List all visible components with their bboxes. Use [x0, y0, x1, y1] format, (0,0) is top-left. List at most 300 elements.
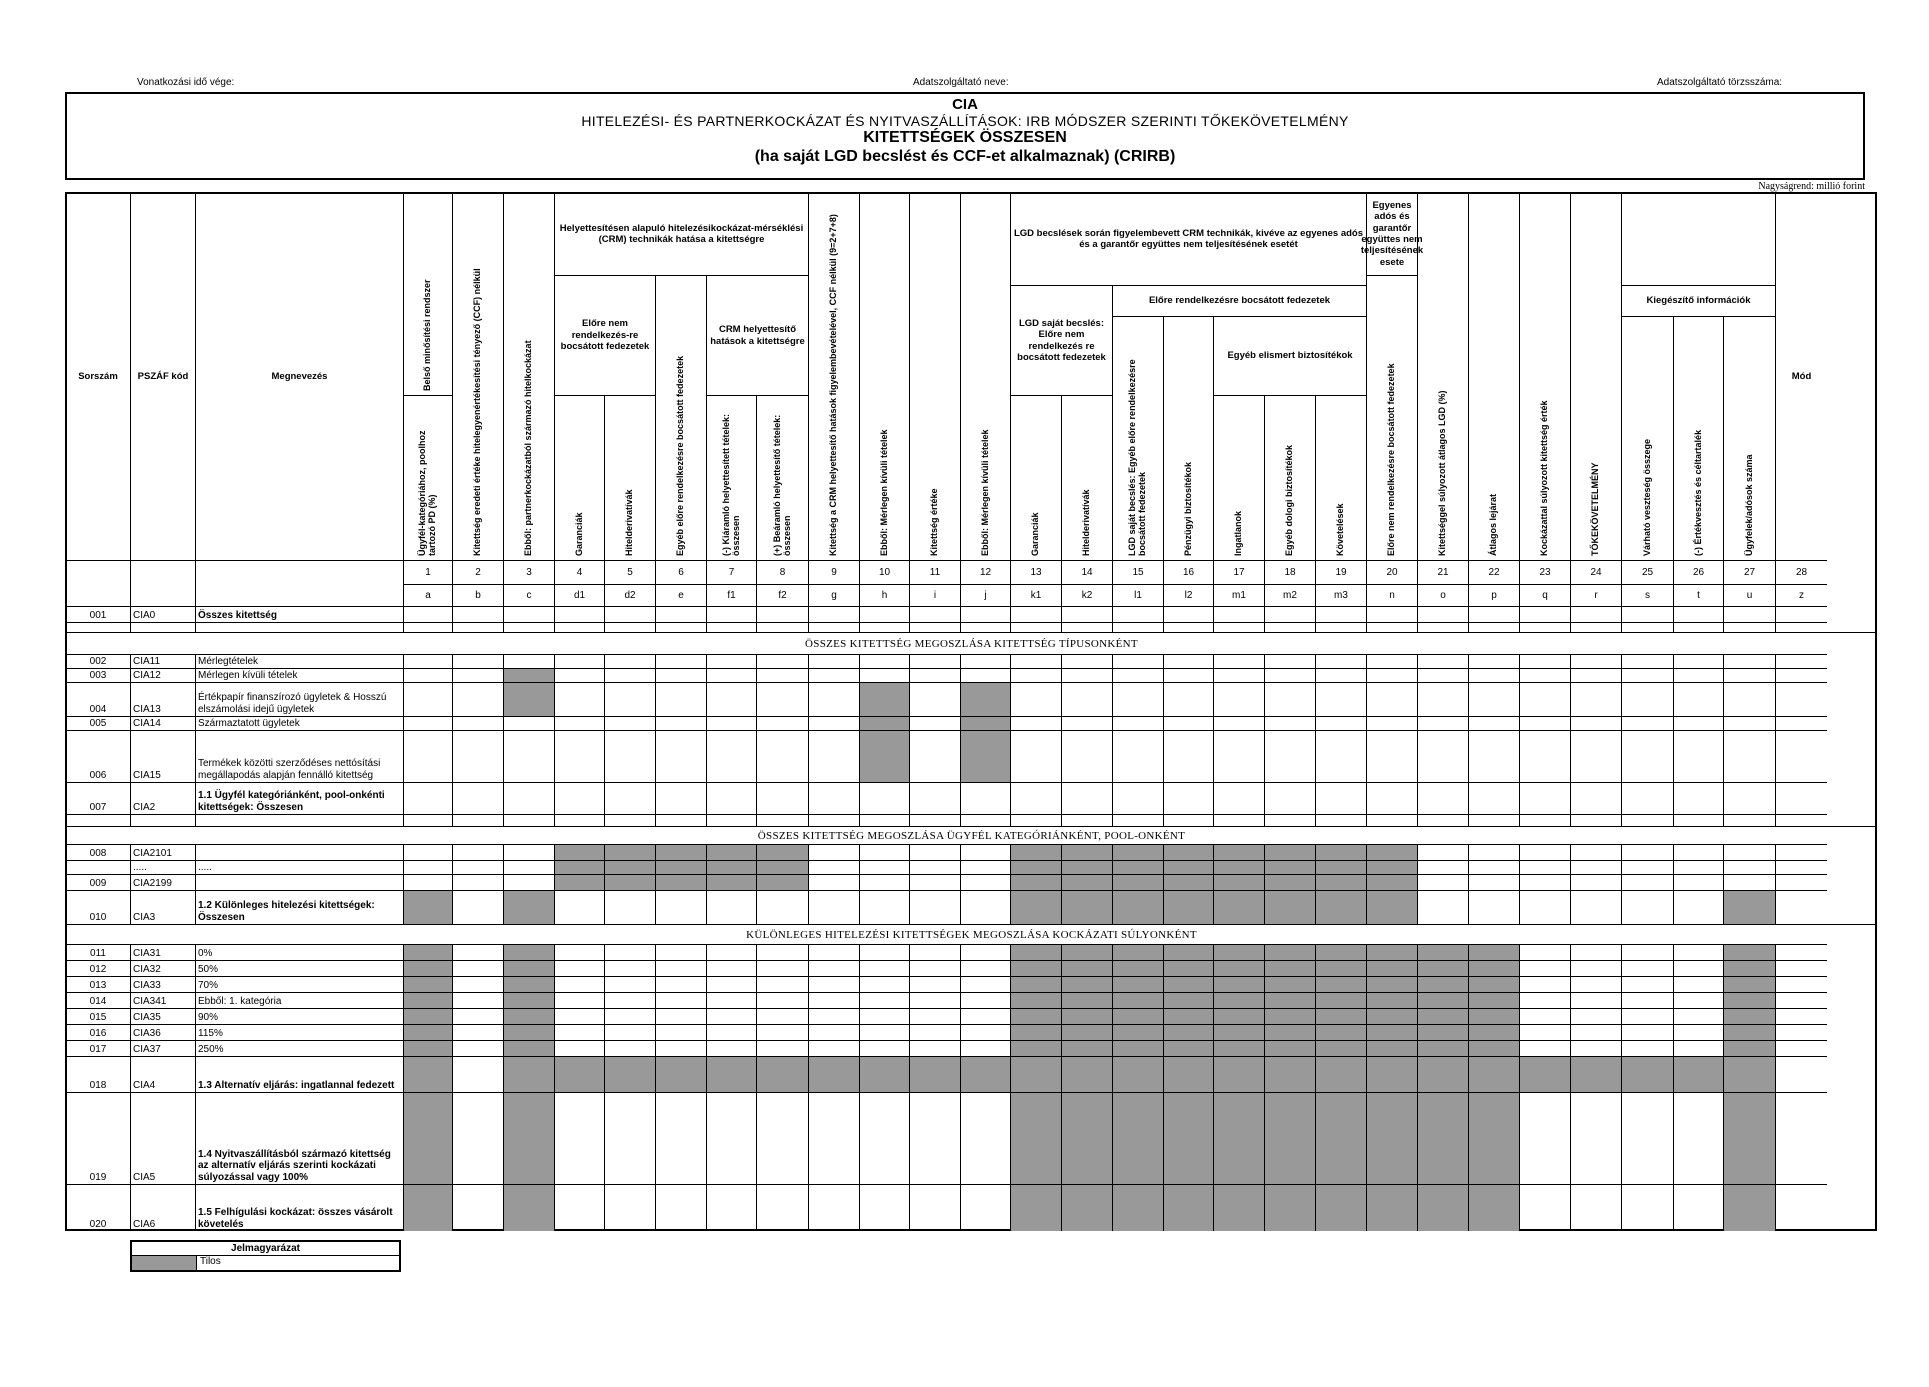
data-cell — [859, 654, 909, 668]
blank-row-cell — [859, 622, 909, 632]
blank-row-cell — [1061, 622, 1112, 632]
data-cell — [1673, 682, 1723, 716]
data-cell — [1264, 654, 1315, 668]
row-code: CIA32 — [130, 960, 195, 976]
data-cell — [1723, 992, 1775, 1008]
data-cell — [1723, 1184, 1775, 1231]
data-cell — [1775, 782, 1827, 814]
header-col-18-label: Egyéb dologi biztosítékok — [1284, 444, 1295, 556]
col-letter-10: h — [859, 584, 909, 606]
data-cell — [706, 890, 756, 924]
data-cell — [1723, 716, 1775, 730]
data-cell — [1213, 890, 1264, 924]
data-cell — [1315, 1056, 1366, 1092]
data-cell — [1417, 890, 1468, 924]
data-cell — [1417, 1024, 1468, 1040]
data-cell — [1010, 606, 1061, 622]
data-cell — [808, 890, 859, 924]
row-number: 006 — [65, 730, 130, 782]
data-cell — [554, 1024, 604, 1040]
data-cell — [1775, 874, 1827, 890]
data-cell — [1570, 1024, 1621, 1040]
data-cell — [403, 606, 452, 622]
header-col-8-label: (+) Beáramló helyettesítő tételek: összesen — [771, 414, 792, 556]
blank-row-cell — [1112, 814, 1163, 826]
data-cell — [1673, 874, 1723, 890]
data-cell — [1264, 960, 1315, 976]
blank-row-cell — [1723, 814, 1775, 826]
data-cell — [859, 1092, 909, 1184]
data-cell — [909, 654, 960, 668]
data-cell — [1621, 1184, 1673, 1231]
data-cell — [1366, 944, 1417, 960]
data-cell — [1366, 654, 1417, 668]
data-cell — [1366, 1184, 1417, 1231]
data-cell — [1621, 860, 1673, 874]
data-cell — [503, 976, 554, 992]
data-cell — [1061, 1008, 1112, 1024]
data-cell — [1519, 860, 1570, 874]
data-cell — [1061, 654, 1112, 668]
data-cell — [655, 844, 706, 860]
data-cell — [1570, 1184, 1621, 1231]
data-cell — [1468, 716, 1519, 730]
data-cell — [1775, 1092, 1827, 1184]
data-cell — [604, 944, 655, 960]
header-blank-2 — [195, 560, 403, 606]
blank-row-cell — [1213, 814, 1264, 826]
legend-shade-swatch — [132, 1256, 197, 1270]
data-cell — [1775, 992, 1827, 1008]
data-cell — [1621, 654, 1673, 668]
data-cell — [1163, 668, 1213, 682]
data-cell — [1519, 1024, 1570, 1040]
data-cell — [1723, 1008, 1775, 1024]
data-cell — [452, 992, 503, 1008]
data-cell — [960, 716, 1010, 730]
header-col-3-label: Ebből: partnerkockázatból származó hitelkockázat — [523, 340, 534, 556]
col-letter-26: t — [1673, 584, 1723, 606]
data-cell — [655, 730, 706, 782]
blank-row-cell — [554, 622, 604, 632]
data-cell — [808, 860, 859, 874]
data-cell — [1417, 992, 1468, 1008]
report-code: CIA — [952, 96, 978, 113]
data-cell — [1775, 1024, 1827, 1040]
data-cell — [1468, 668, 1519, 682]
data-cell — [1315, 606, 1366, 622]
data-cell — [1570, 1056, 1621, 1092]
data-cell — [1163, 1092, 1213, 1184]
blank-row-cell — [1570, 814, 1621, 826]
row-number: 009 — [65, 874, 130, 890]
data-cell — [1417, 682, 1468, 716]
data-cell — [1723, 960, 1775, 976]
header-col-22 — [1468, 192, 1519, 560]
data-cell — [960, 1092, 1010, 1184]
data-cell — [554, 668, 604, 682]
blank-row-cell — [65, 622, 130, 632]
col-letter-3: c — [503, 584, 554, 606]
blank-row-cell — [130, 814, 195, 826]
data-cell — [960, 1184, 1010, 1231]
data-cell — [1775, 890, 1827, 924]
data-cell — [706, 682, 756, 716]
header-col-13 — [1010, 395, 1061, 560]
data-cell — [1468, 1056, 1519, 1092]
data-cell — [1673, 606, 1723, 622]
data-cell — [1621, 682, 1673, 716]
col-number-6: 6 — [655, 560, 706, 584]
data-cell — [756, 944, 808, 960]
data-cell — [1366, 606, 1417, 622]
row-code: CIA15 — [130, 730, 195, 782]
data-cell — [1519, 1056, 1570, 1092]
data-cell — [1775, 1040, 1827, 1056]
data-cell — [403, 992, 452, 1008]
data-cell — [403, 716, 452, 730]
data-cell — [1673, 890, 1723, 924]
data-cell — [1519, 976, 1570, 992]
data-cell — [1213, 782, 1264, 814]
blank-row-cell — [706, 814, 756, 826]
data-cell — [1213, 860, 1264, 874]
row-name: 0% — [195, 944, 403, 960]
data-cell — [1264, 668, 1315, 682]
data-cell — [1112, 730, 1163, 782]
col-letter-21: o — [1417, 584, 1468, 606]
data-cell — [1061, 606, 1112, 622]
data-cell — [1264, 844, 1315, 860]
data-cell — [706, 606, 756, 622]
blank-row-cell — [1621, 622, 1673, 632]
data-cell — [756, 976, 808, 992]
data-cell — [1417, 1056, 1468, 1092]
data-cell — [1315, 992, 1366, 1008]
data-cell — [1010, 976, 1061, 992]
data-cell — [706, 1040, 756, 1056]
data-cell — [1673, 960, 1723, 976]
data-cell — [1519, 1008, 1570, 1024]
row-code: ..... — [130, 860, 195, 874]
data-cell — [1213, 682, 1264, 716]
data-cell — [1010, 944, 1061, 960]
row-code: CIA12 — [130, 668, 195, 682]
data-cell — [1519, 1040, 1570, 1056]
col-letter-8: f2 — [756, 584, 808, 606]
data-cell — [1213, 1040, 1264, 1056]
row-name: 1.5 Felhígulási kockázat: összes vásárolt követelés — [195, 1184, 403, 1231]
data-cell — [706, 668, 756, 682]
data-cell — [1112, 976, 1163, 992]
row-code: CIA36 — [130, 1024, 195, 1040]
data-cell — [655, 1040, 706, 1056]
data-cell — [706, 1024, 756, 1040]
col-number-28: 28 — [1775, 560, 1827, 584]
data-cell — [403, 1184, 452, 1231]
data-cell — [1213, 1024, 1264, 1040]
col-letter-25: s — [1621, 584, 1673, 606]
col-number-22: 22 — [1468, 560, 1519, 584]
data-cell — [808, 668, 859, 682]
header-col-24-label: TŐKEKÖVETELMÉNY — [1590, 462, 1601, 556]
header-col-20-label: Előre nem rendelkezésre bocsátott fedezetek — [1386, 363, 1397, 556]
blank-row-cell — [1775, 814, 1827, 826]
data-cell — [503, 1056, 554, 1092]
col-number-19: 19 — [1315, 560, 1366, 584]
data-cell — [1673, 730, 1723, 782]
data-cell — [859, 960, 909, 976]
blank-row-cell — [403, 814, 452, 826]
header-megnevezes: Megnevezés — [195, 192, 403, 560]
header-col-23 — [1519, 192, 1570, 560]
header-col-10-label: Ebből: Mérlegen kívüli tételek — [878, 429, 889, 556]
blank-row-cell — [859, 814, 909, 826]
data-cell — [503, 960, 554, 976]
data-cell — [909, 992, 960, 1008]
header-col-19 — [1315, 395, 1366, 560]
data-cell — [1213, 668, 1264, 682]
blank-row-cell — [452, 622, 503, 632]
data-cell — [756, 716, 808, 730]
data-cell — [960, 890, 1010, 924]
data-cell — [1468, 1040, 1519, 1056]
data-cell — [1775, 716, 1827, 730]
data-cell — [604, 682, 655, 716]
data-cell — [604, 1040, 655, 1056]
data-cell — [1570, 782, 1621, 814]
data-cell — [1112, 1008, 1163, 1024]
data-cell — [554, 1040, 604, 1056]
data-cell — [1061, 682, 1112, 716]
blank-row-cell — [452, 814, 503, 826]
data-cell — [909, 730, 960, 782]
data-cell — [1264, 606, 1315, 622]
data-cell — [1264, 716, 1315, 730]
blank-row-cell — [1570, 622, 1621, 632]
data-cell — [960, 782, 1010, 814]
data-cell — [1673, 1184, 1723, 1231]
blank-row-cell — [1010, 622, 1061, 632]
data-cell — [1264, 782, 1315, 814]
data-cell — [1315, 874, 1366, 890]
data-cell — [909, 860, 960, 874]
data-cell — [1010, 1184, 1061, 1231]
data-cell — [1061, 668, 1112, 682]
row-number: 005 — [65, 716, 130, 730]
data-cell — [1673, 976, 1723, 992]
blank-row-cell — [403, 622, 452, 632]
data-cell — [1366, 1024, 1417, 1040]
provider-id-label: Adatszolgáltató törzsszáma: — [1657, 77, 1783, 88]
data-cell — [1112, 1092, 1163, 1184]
col-letter-4: d1 — [554, 584, 604, 606]
col-number-27: 27 — [1723, 560, 1775, 584]
data-cell — [1213, 1184, 1264, 1231]
col-number-16: 16 — [1163, 560, 1213, 584]
data-cell — [909, 1008, 960, 1024]
data-cell — [554, 874, 604, 890]
data-cell — [655, 654, 706, 668]
col-letter-13: k1 — [1010, 584, 1061, 606]
blank-row-cell — [655, 622, 706, 632]
data-cell — [1264, 1056, 1315, 1092]
header-col-27 — [1723, 316, 1775, 560]
data-cell — [1673, 992, 1723, 1008]
row-code: CIA2101 — [130, 844, 195, 860]
data-cell — [1570, 874, 1621, 890]
data-cell — [1723, 1056, 1775, 1092]
data-cell — [452, 654, 503, 668]
data-cell — [859, 1008, 909, 1024]
data-cell — [808, 654, 859, 668]
data-cell — [655, 992, 706, 1008]
header-belso-text: Belső minősítési rendszer — [422, 279, 433, 391]
data-cell — [1010, 682, 1061, 716]
blank-row-cell — [503, 622, 554, 632]
data-cell — [452, 1008, 503, 1024]
data-cell — [706, 716, 756, 730]
col-letter-12: j — [960, 584, 1010, 606]
data-cell — [706, 1056, 756, 1092]
data-cell — [1723, 682, 1775, 716]
data-cell — [909, 782, 960, 814]
col-letter-24: r — [1570, 584, 1621, 606]
data-cell — [859, 716, 909, 730]
data-cell — [859, 992, 909, 1008]
data-cell — [1366, 1008, 1417, 1024]
data-cell — [1315, 654, 1366, 668]
data-cell — [1570, 960, 1621, 976]
header-col-19-label: Követelések — [1335, 503, 1346, 556]
data-cell — [554, 860, 604, 874]
data-cell — [403, 890, 452, 924]
data-cell — [452, 874, 503, 890]
data-cell — [756, 960, 808, 976]
data-cell — [1673, 944, 1723, 960]
data-cell — [403, 844, 452, 860]
data-cell — [1010, 1092, 1061, 1184]
data-cell — [960, 1040, 1010, 1056]
row-code: CIA31 — [130, 944, 195, 960]
row-name: Ebből: 1. kategória — [195, 992, 403, 1008]
header-col-14-label: Hitelderivatívák — [1081, 489, 1092, 556]
data-cell — [1264, 730, 1315, 782]
data-cell — [1264, 1184, 1315, 1231]
magnitude-label: Nagyságrend: millió forint — [1758, 181, 1865, 192]
data-cell — [403, 730, 452, 782]
data-cell — [1417, 960, 1468, 976]
col-letter-20: n — [1366, 584, 1417, 606]
data-cell — [403, 874, 452, 890]
header-col-24 — [1570, 192, 1621, 560]
data-cell — [808, 976, 859, 992]
data-cell — [1417, 1184, 1468, 1231]
data-cell — [1621, 944, 1673, 960]
data-cell — [1468, 654, 1519, 668]
row-code: CIA35 — [130, 1008, 195, 1024]
blank-row-cell — [1264, 814, 1315, 826]
blank-row-cell — [909, 622, 960, 632]
data-cell — [655, 890, 706, 924]
data-cell — [1417, 606, 1468, 622]
data-cell — [452, 1092, 503, 1184]
data-cell — [1366, 782, 1417, 814]
row-code: CIA6 — [130, 1184, 195, 1231]
data-cell — [756, 668, 808, 682]
data-cell — [503, 654, 554, 668]
data-cell — [503, 682, 554, 716]
col-number-15: 15 — [1112, 560, 1163, 584]
data-cell — [1315, 782, 1366, 814]
data-cell — [1366, 960, 1417, 976]
data-cell — [859, 782, 909, 814]
data-cell — [1163, 1024, 1213, 1040]
data-cell — [1775, 654, 1827, 668]
data-cell — [1775, 1056, 1827, 1092]
data-cell — [960, 844, 1010, 860]
data-cell — [1163, 654, 1213, 668]
data-cell — [1112, 844, 1163, 860]
data-cell — [503, 1024, 554, 1040]
data-cell — [655, 976, 706, 992]
data-cell — [1775, 844, 1827, 860]
legend — [130, 1240, 401, 1272]
data-cell — [503, 1184, 554, 1231]
data-cell — [1723, 874, 1775, 890]
data-cell — [756, 730, 808, 782]
col-letter-28: z — [1775, 584, 1827, 606]
data-cell — [604, 606, 655, 622]
data-cell — [554, 1056, 604, 1092]
data-cell — [1010, 730, 1061, 782]
data-cell — [756, 874, 808, 890]
header-col-22-label: Átlagos lejárat — [1488, 493, 1499, 556]
data-cell — [655, 716, 706, 730]
data-cell — [452, 782, 503, 814]
data-cell — [960, 976, 1010, 992]
legend-title: Jelmagyarázat — [132, 1242, 399, 1256]
data-cell — [452, 1184, 503, 1231]
data-cell — [1061, 730, 1112, 782]
data-cell — [1673, 1040, 1723, 1056]
row-number: 014 — [65, 992, 130, 1008]
data-cell — [1570, 716, 1621, 730]
data-cell — [1673, 860, 1723, 874]
data-cell — [1775, 730, 1827, 782]
col-number-1: 1 — [403, 560, 452, 584]
data-cell — [808, 960, 859, 976]
data-cell — [1468, 960, 1519, 976]
data-cell — [808, 606, 859, 622]
data-cell — [452, 860, 503, 874]
data-cell — [1417, 1008, 1468, 1024]
data-cell — [1112, 782, 1163, 814]
blank-row-cell — [604, 814, 655, 826]
data-cell — [604, 716, 655, 730]
data-cell — [1621, 992, 1673, 1008]
data-cell — [604, 960, 655, 976]
header-col-20 — [1366, 275, 1417, 560]
data-cell — [756, 844, 808, 860]
data-cell — [1010, 1040, 1061, 1056]
data-cell — [1010, 1008, 1061, 1024]
data-cell — [1061, 976, 1112, 992]
data-cell — [554, 944, 604, 960]
data-cell — [1621, 606, 1673, 622]
data-cell — [1264, 1092, 1315, 1184]
blank-row-cell — [909, 814, 960, 826]
